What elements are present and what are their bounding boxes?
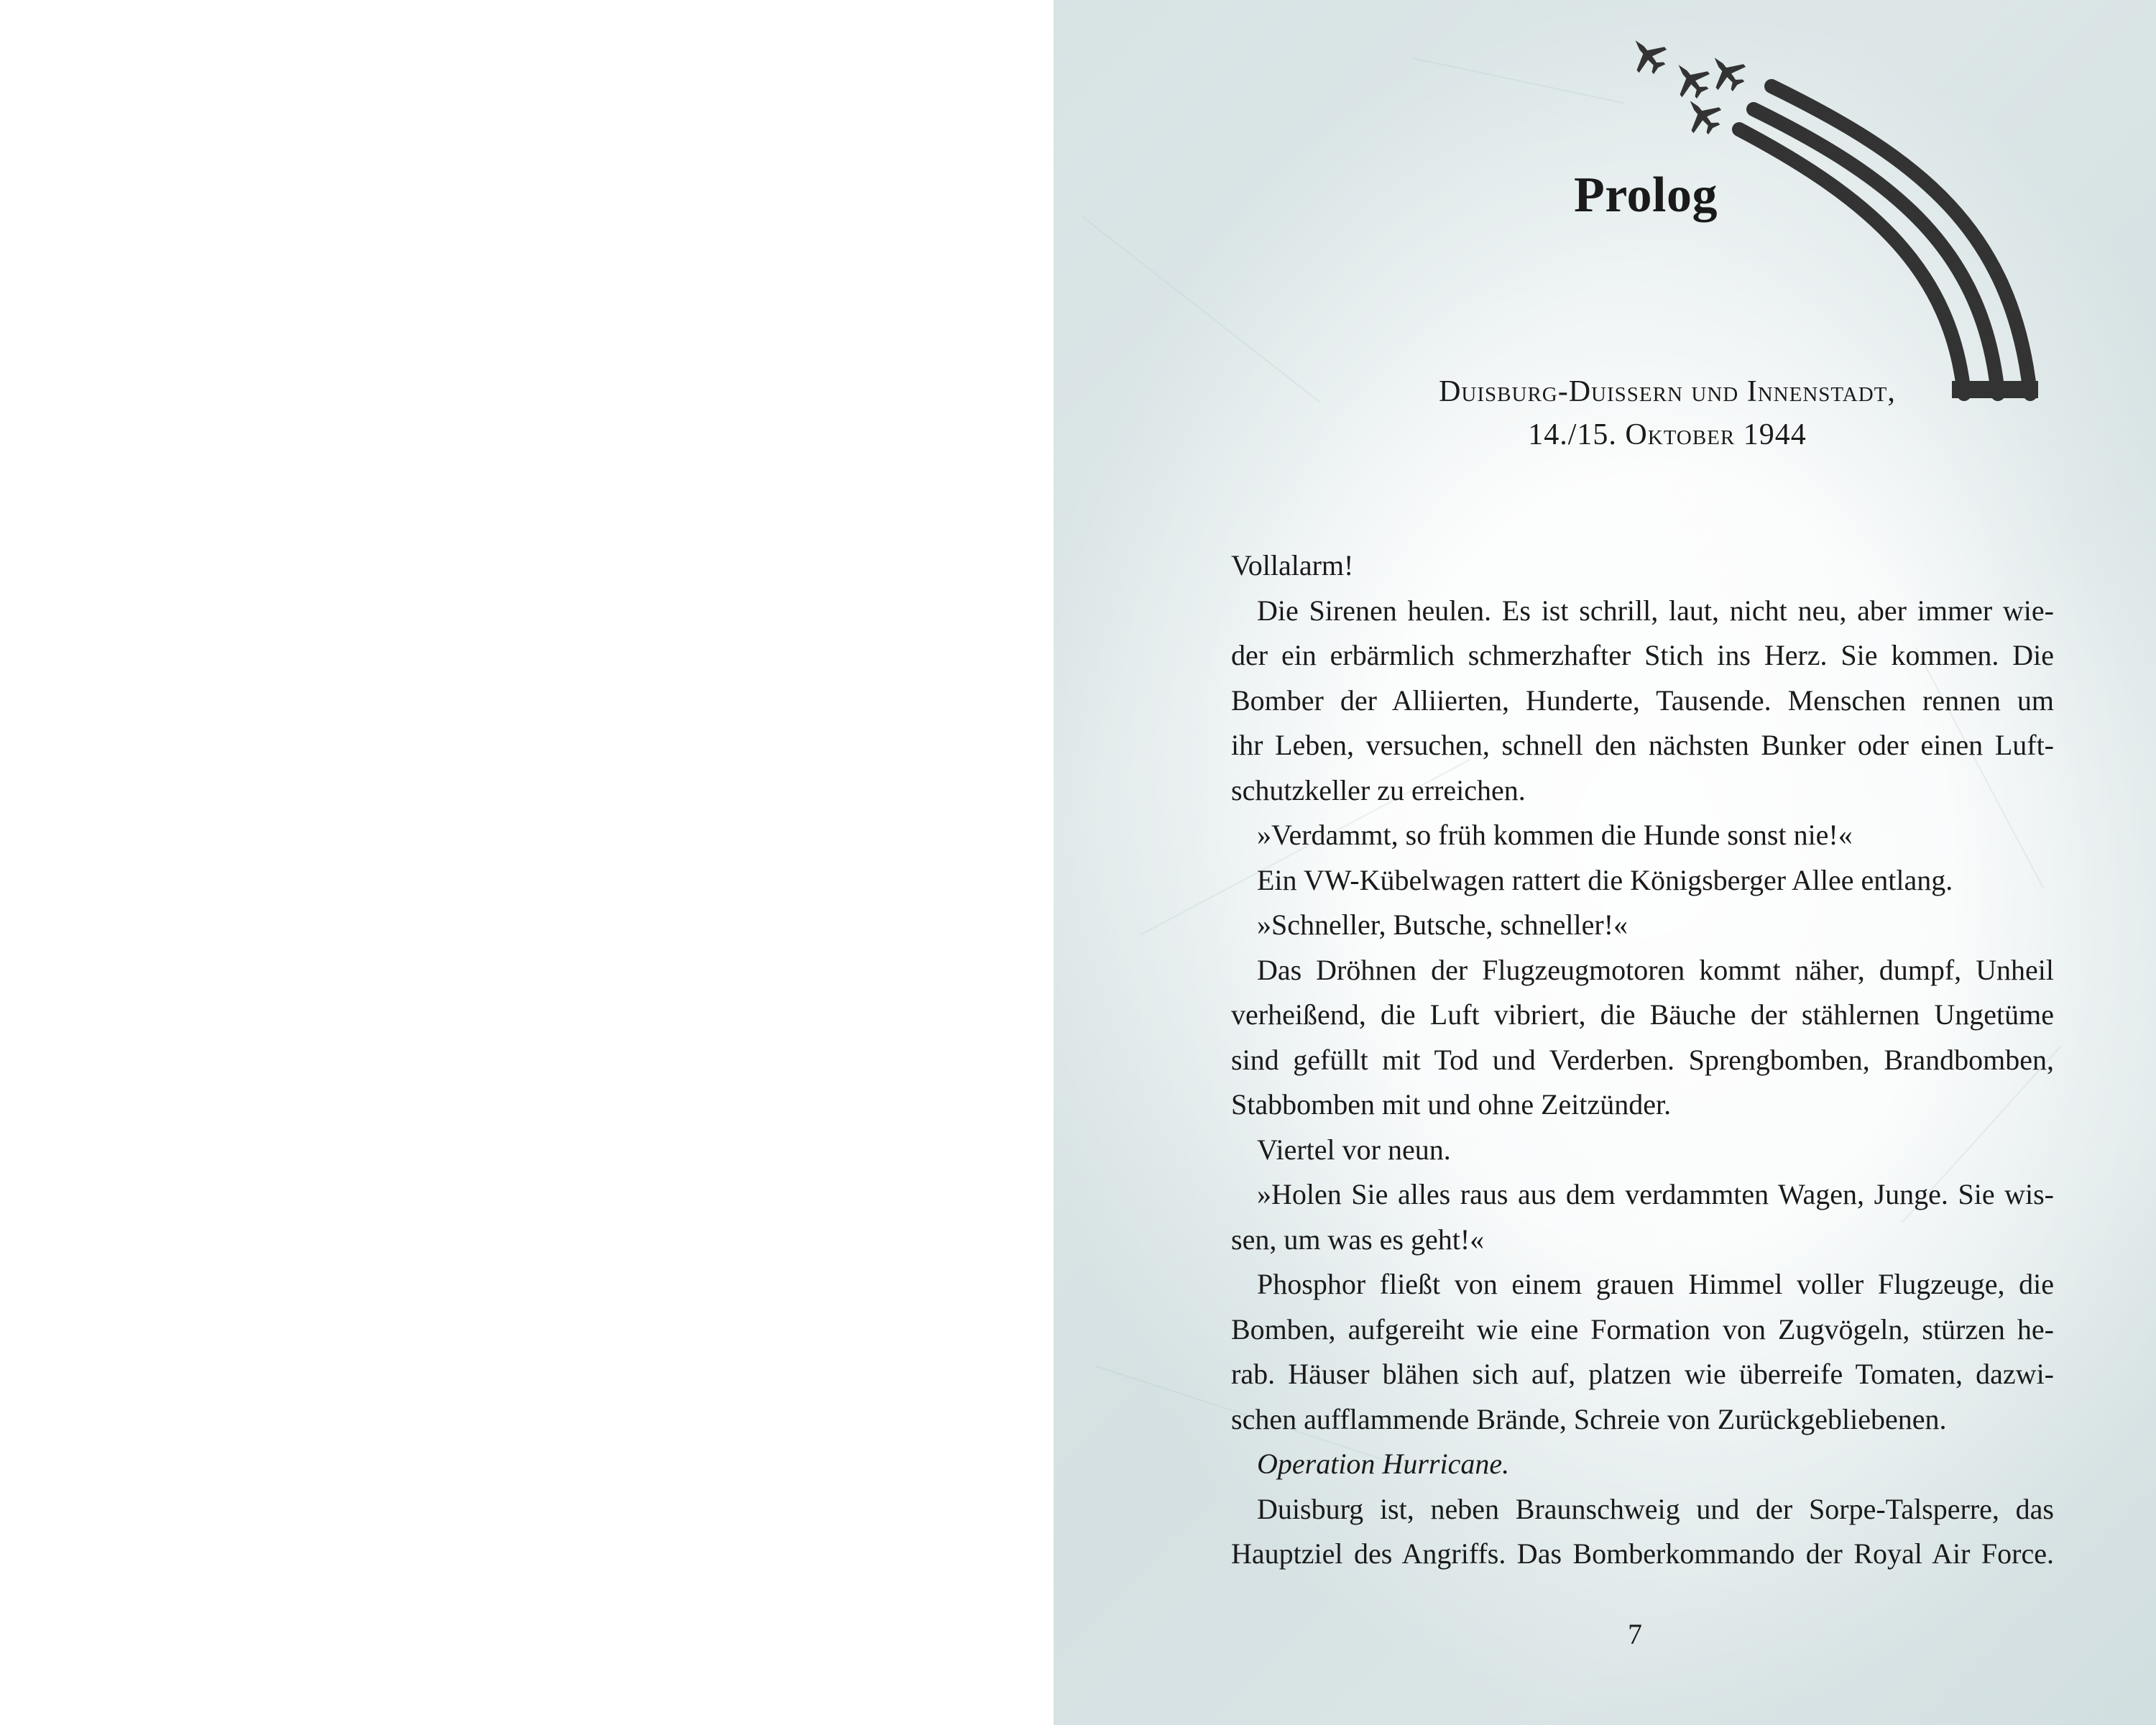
text-line: rab. Häuser blähen sich auf, platzen wie überreife Tomaten, dazwi- [1231, 1358, 2054, 1390]
text-line: schutzkeller zu erreichen. [1231, 773, 1526, 806]
text-line: Duisburg ist, neben Braunschweig und der Sorpe-Talsperre, das [1257, 1492, 2054, 1525]
chapter-title: Prolog [1573, 167, 1718, 223]
text-line: Das Dröhnen der Flugzeugmotoren kommt näher, dumpf, Unheil [1257, 953, 2054, 986]
chapter-place: Duisburg-Duissern und Innenstadt, [1439, 375, 1896, 408]
text-line: verheißend, die Luft vibriert, die Bäuche der stählernen Ungetüme [1231, 998, 2054, 1031]
text-line: sen, um was es geht!« [1231, 1223, 1485, 1256]
prologue-text [1231, 543, 2054, 1577]
text-line: Operation Hurricane. [1257, 1448, 1510, 1480]
paper-crease [1082, 216, 1320, 402]
text-line: »Schneller, Butsche, schneller!« [1257, 908, 1628, 941]
text-line: Bomber der Alliierten, Hunderte, Tausende. Menschen rennen um [1231, 684, 2054, 717]
text-line: Hauptziel des Angriffs. Das Bomberkommando der Royal Air Force. [1231, 1537, 2054, 1570]
text-line: »Holen Sie alles raus aus dem verdammten Wagen, Junge. Sie wis- [1257, 1178, 2054, 1210]
left-blank-page [0, 0, 1054, 1725]
paper-crease [1413, 58, 1624, 104]
text-line: »Verdammt, so früh kommen die Hunde sonst nie!« [1257, 819, 1853, 851]
page-number: 7 [1628, 1618, 1642, 1650]
text-line: sind gefüllt mit Tod und Verderben. Sprengbomben, Brandbomben, [1231, 1043, 2054, 1076]
text-line: Die Sirenen heulen. Es ist schrill, laut, nicht neu, aber immer wie- [1257, 594, 2054, 627]
chapter-date: 14./15. Oktober 1944 [1528, 418, 1807, 451]
text-line: schen aufflammende Brände, Schreie von Zurückgebliebenen. [1231, 1402, 1947, 1435]
text-line: Viertel vor neun. [1257, 1133, 1451, 1166]
text-line: Ein VW-Kübelwagen rattert die Königsberger Allee entlang. [1257, 863, 1953, 896]
text-line: ihr Leben, versuchen, schnell den nächsten Bunker oder einen Luft- [1231, 729, 2054, 761]
text-line: Stabbomben mit und ohne Zeitzünder. [1231, 1088, 1672, 1121]
text-line: der ein erbärmlich schmerzhafter Stich ins Herz. Sie kommen. Die [1231, 639, 2054, 671]
chapter-subtitle [1337, 370, 1998, 456]
text-line: Vollalarm! [1231, 549, 1354, 581]
text-line: Phosphor fließt von einem grauen Himmel voller Flugzeuge, die [1257, 1268, 2054, 1300]
text-line: Bomben, aufgereiht wie eine Formation von Zugvögeln, stürzen he- [1231, 1312, 2054, 1346]
